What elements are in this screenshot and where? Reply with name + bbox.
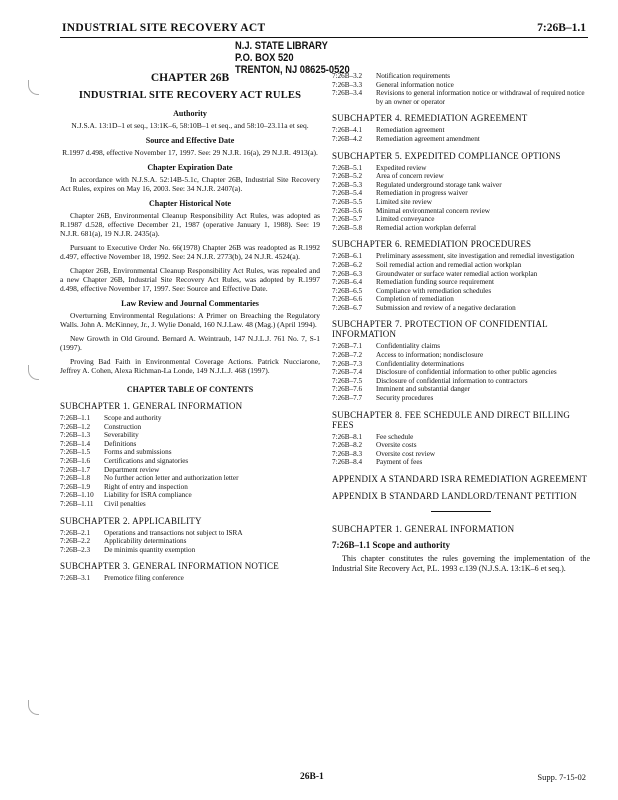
source-text: R.1997 d.498, effective November 17, 1997. See: 29 N.J.R. 16(a), 29 N.J.R. 4913(a).	[62, 148, 318, 157]
toc-item-number: 7:26B–6.3	[332, 269, 363, 278]
toc-item-title: No further action letter and authorization letter	[104, 474, 239, 483]
toc-left	[60, 401, 320, 583]
toc-item-number: 7:26B–4.2	[332, 134, 363, 143]
toc-item-title: Preliminary assessment, site investigation and remedial investigation	[376, 252, 575, 261]
toc-item-title: Confidentiality determinations	[376, 359, 465, 368]
authority-heading: Authority	[173, 109, 207, 118]
margin-mark	[28, 80, 39, 95]
toc-item-number: 7:26B–2.1	[60, 528, 91, 537]
toc-item-number: 7:26B–8.1	[332, 432, 363, 441]
toc-item	[332, 164, 590, 173]
toc-item	[332, 81, 590, 90]
toc-item-number: 7:26B–6.1	[332, 252, 363, 261]
toc-item	[332, 126, 590, 135]
toc-item	[332, 385, 590, 394]
toc-item-number: 7:26B–1.6	[60, 456, 91, 465]
toc-item	[60, 466, 320, 475]
page-number: 26B-1	[300, 772, 324, 782]
toc-item-number: 7:26B–7.5	[332, 376, 363, 385]
toc-item-title: Expedited review	[376, 163, 427, 172]
toc-item-number: 7:26B–5.4	[332, 189, 363, 198]
toc-item	[332, 351, 590, 360]
toc-item-number: 7:26B–7.2	[332, 351, 363, 360]
running-header-section: 7:26B–1.1	[537, 22, 586, 34]
toc-item-number: 7:26B–7.7	[332, 394, 363, 403]
law-review-paragraph: Proving Bad Faith in Environmental Coverage Actions. Patrick Nucciarone, Jeffrey A. Cohen, Alexa Richman-La Londe, 149 N.J.L.J. 468 (1997).	[60, 357, 320, 375]
toc-item-number: 7:26B–5.5	[332, 197, 363, 206]
toc-item-number: 7:26B–8.2	[332, 441, 363, 450]
toc-item	[60, 537, 320, 546]
toc-item-number: 7:26B–2.3	[60, 545, 91, 554]
toc-item-title: Remediation agreement	[376, 126, 445, 135]
toc-item-title: Payment of fees	[376, 458, 423, 467]
toc-item	[332, 270, 590, 279]
toc-item-number: 7:26B–6.7	[332, 303, 363, 312]
toc-item	[332, 287, 590, 296]
toc-item-title: Access to information; nondisclosure	[376, 351, 484, 360]
right-column	[332, 72, 590, 574]
toc-item-number: 7:26B–4.1	[332, 126, 363, 135]
toc-item-title: Imminent and substantial danger	[376, 385, 471, 394]
toc-item-title: Regulated underground storage tank waiver	[376, 180, 502, 189]
toc-item-number: 7:26B–1.8	[60, 474, 91, 483]
toc-subchapter-title: SUBCHAPTER 4. REMEDIATION AGREEMENT	[332, 113, 528, 124]
toc-item	[332, 72, 590, 81]
toc-item	[332, 433, 590, 442]
toc-item	[60, 457, 320, 466]
toc-item-number: 7:26B–7.4	[332, 368, 363, 377]
toc-item-number: 7:26B–1.2	[60, 422, 91, 431]
section-divider	[431, 511, 491, 512]
toc-item-title: Limited conveyance	[376, 215, 435, 224]
toc-item	[332, 207, 590, 216]
toc-item-number: 7:26B–1.7	[60, 465, 91, 474]
toc-item	[60, 414, 320, 423]
law-review-heading: Law Review and Journal Commentaries	[121, 299, 259, 308]
toc-item	[60, 440, 320, 449]
toc-item	[332, 89, 590, 106]
toc-item-number: 7:26B–5.6	[332, 206, 363, 215]
toc-list	[332, 433, 590, 467]
toc-item-number: 7:26B–3.1	[60, 574, 91, 583]
authority-text: N.J.S.A. 13:1D–1 et seq., 13:1K–6, 58:10B–1 et seq., and 58:10–23.11a et seq.	[71, 121, 309, 130]
toc-item-title: De minimis quantity exemption	[104, 545, 196, 554]
toc-item-number: 7:26B–1.11	[60, 499, 94, 508]
toc-item-title: Remediation in progress waiver	[376, 189, 468, 198]
toc-item	[332, 261, 590, 270]
toc-item-title: Department review	[104, 465, 160, 474]
toc-subchapter-title: SUBCHAPTER 2. APPLICABILITY	[60, 515, 202, 526]
toc-list	[332, 252, 590, 312]
toc-subchapter-title: SUBCHAPTER 6. REMEDIATION PROCEDURES	[332, 239, 532, 250]
toc-item-title: Oversite costs	[376, 441, 417, 450]
toc-item-title: Confidentiality claims	[376, 342, 441, 351]
toc-item-title: Disclosure of confidential information to contractors	[376, 376, 528, 385]
toc-item-number: 7:26B–3.3	[332, 80, 363, 89]
toc-item-number: 7:26B–5.3	[332, 180, 363, 189]
toc-item	[332, 304, 590, 313]
toc-item-title: Submission and review of a negative declaration	[376, 303, 516, 312]
toc-item-number: 7:26B–5.8	[332, 223, 363, 232]
toc-item-title: Security procedures	[376, 394, 434, 403]
toc-subchapter-title: SUBCHAPTER 5. EXPEDITED COMPLIANCE OPTIONS	[332, 150, 561, 161]
toc-list	[60, 414, 320, 509]
toc-item-number: 7:26B–8.3	[332, 449, 363, 458]
expiration-text: In accordance with N.J.S.A. 52:14B-5.1c, Chapter 26B, Industrial Site Recovery Act Rules, expires on May 16, 2003. See: 34 N.J.R. 2407(a).	[60, 175, 320, 193]
toc-item-number: 7:26B–1.3	[60, 431, 91, 440]
toc-item	[60, 500, 320, 509]
toc-list	[332, 126, 590, 143]
toc-item-number: 7:26B–7.3	[332, 359, 363, 368]
history-heading: Chapter Historical Note	[148, 199, 232, 208]
toc-item	[332, 181, 590, 190]
toc-item-title: Remediation funding source requirement	[376, 278, 494, 287]
toc-item-title: Right of entry and inspection	[104, 482, 188, 491]
toc-item-title: Oversite cost review	[376, 449, 436, 458]
toc-subchapter-title: SUBCHAPTER 3. GENERAL INFORMATION NOTICE	[60, 561, 279, 572]
history-paragraph: Pursuant to Executive Order No. 66(1978) Chapter 26B was readopted as R.1992 d.497, effective November 18, 1992. See: 24 N.J.R. 2773(b), 24 N.J.R. 4524(a).	[60, 243, 320, 261]
toc-item-number: 7:26B–7.6	[332, 385, 363, 394]
body-subchapter-title: SUBCHAPTER 1. GENERAL INFORMATION	[332, 524, 515, 534]
toc-item-number: 7:26B–2.2	[60, 537, 91, 546]
toc-item-title: Remedial action workplan deferral	[376, 223, 476, 232]
toc-item	[332, 360, 590, 369]
toc-subchapter-title: SUBCHAPTER 1. GENERAL INFORMATION	[60, 401, 243, 411]
toc-item	[60, 431, 320, 440]
toc-item-number: 7:26B–3.2	[332, 72, 363, 80]
toc-item-title: Operations and transactions not subject to ISRA	[104, 528, 243, 537]
toc-item-title: Forms and submissions	[104, 448, 172, 457]
toc-item-number: 7:26B–1.1	[60, 414, 91, 422]
toc-item	[332, 377, 590, 386]
law-review-paragraph: Overturning Environmental Regulations: A Primer on Breaching the Regulatory Walls. John A. McKinney, Jr., J. Wylie Donald, 160 N.J.Law. 48 (Mag.) (April 1994).	[60, 311, 320, 329]
margin-mark	[28, 700, 39, 715]
toc-item-number: 7:26B–8.4	[332, 458, 363, 467]
toc-item-title: Disclosure of confidential information to other public agencies	[376, 368, 557, 377]
toc-item	[332, 278, 590, 287]
toc-item	[60, 423, 320, 432]
body-paragraph: This chapter constitutes the rules governing the implementation of the Industrial Site Recovery Act, P.L. 1993 c.139 (N.J.S.A. 13:1K–6 et seq.).	[332, 554, 590, 573]
toc-item	[332, 342, 590, 351]
toc-item	[60, 574, 320, 583]
toc-subchapter-title: APPENDIX A STANDARD ISRA REMEDIATION AGREEMENT	[332, 474, 588, 484]
toc-item-title: Revisions to general information notice or withdrawal of required notice by an owner or operator	[376, 89, 585, 106]
toc-item-number: 7:26B–5.1	[332, 163, 363, 172]
toc-item-title: Compliance with remediation schedules	[376, 286, 492, 295]
toc-item-title: Definitions	[104, 439, 137, 448]
toc-item	[60, 483, 320, 492]
toc-right	[332, 113, 590, 501]
toc-item-title: Minimal environmental concern review	[376, 206, 490, 215]
toc-item	[332, 368, 590, 377]
source-heading: Source and Effective Date	[145, 136, 235, 145]
toc-item-number: 7:26B–5.2	[332, 172, 363, 181]
toc-item	[332, 172, 590, 181]
toc-item	[332, 295, 590, 304]
toc-item-number: 7:26B–1.10	[60, 491, 94, 500]
chapter-number: CHAPTER 26B	[150, 72, 230, 84]
toc-item-number: 7:26B–5.7	[332, 215, 363, 224]
toc-continued	[332, 72, 590, 106]
toc-item	[332, 198, 590, 207]
supplement-date: Supp. 7-15-02	[537, 772, 586, 782]
header-rule	[60, 37, 588, 38]
toc-list	[332, 342, 590, 402]
toc-item	[332, 224, 590, 233]
toc-item-number: 7:26B–1.5	[60, 448, 91, 457]
toc-item-title: Premotice filing conference	[104, 574, 184, 583]
history-paragraph: Chapter 26B, Environmental Cleanup Responsibility Act Rules, was repealed and a new Chapter 26B, Industrial Site Recovery Act Rules, was adopted by R.1997 d.498, effective November 17, 1997. See: Source and Effective Date.	[60, 266, 320, 293]
toc-item-title: Groundwater or surface water remedial action workplan	[376, 269, 538, 278]
toc-item-title: Area of concern review	[376, 172, 444, 181]
toc-list	[60, 529, 320, 555]
toc-item-number: 7:26B–6.4	[332, 278, 363, 287]
toc-item-title: Liability for ISRA compliance	[104, 491, 192, 500]
library-stamp: N.J. STATE LIBRARY P.O. BOX 520 TRENTON, NJ 08625-0520	[235, 40, 350, 76]
toc-item-title: Soil remedial action and remedial action workplan	[376, 260, 522, 269]
toc-item-title: Limited site review	[376, 197, 432, 206]
toc-item	[60, 529, 320, 538]
toc-item	[332, 458, 590, 467]
toc-item-title: Certifications and signatories	[104, 456, 189, 465]
toc-item	[332, 394, 590, 403]
toc-item-number: 7:26B–1.9	[60, 482, 91, 491]
toc-item-title: Applicability determinations	[104, 537, 187, 546]
toc-subchapter-title: SUBCHAPTER 7. PROTECTION OF CONFIDENTIAL INFORMATION	[332, 319, 548, 340]
toc-item	[60, 474, 320, 483]
toc-item-title: Scope and authority	[104, 414, 162, 422]
toc-heading: CHAPTER TABLE OF CONTENTS	[126, 385, 254, 394]
toc-item-title: Civil penalties	[104, 499, 146, 508]
toc-subchapter-title: APPENDIX B STANDARD LANDLORD/TENANT PETITION	[332, 491, 577, 501]
toc-item	[332, 441, 590, 450]
toc-item-number: 7:26B–1.4	[60, 439, 91, 448]
toc-item-title: Remediation agreement amendment	[376, 134, 480, 143]
margin-mark	[28, 365, 39, 380]
toc-item	[332, 135, 590, 144]
toc-item-number: 7:26B–6.5	[332, 286, 363, 295]
history-paragraph: Chapter 26B, Environmental Cleanup Responsibility Act Rules, was adopted as R.1987 d.528, effective December 21, 1987 (operative January 1, 1988). See: 19 N.J.R. 681(a), 19 N.J.R. 2435(a).	[60, 211, 320, 238]
toc-item	[332, 215, 590, 224]
left-column	[60, 72, 320, 583]
toc-item	[60, 448, 320, 457]
toc-item	[60, 546, 320, 555]
toc-item	[332, 189, 590, 198]
expiration-heading: Chapter Expiration Date	[147, 163, 233, 172]
toc-item-title: Severability	[104, 431, 139, 440]
toc-item-title: Construction	[104, 422, 142, 431]
law-review-paragraph: New Growth in Old Ground. Bernard A. Weintraub, 147 N.J.L.J. 761 No. 7, S-1 (1997).	[60, 334, 320, 352]
running-header-title: INDUSTRIAL SITE RECOVERY ACT	[62, 22, 266, 34]
toc-item-title: Fee schedule	[376, 432, 414, 441]
toc-item-title: Notification requirements	[376, 72, 451, 80]
toc-item-number: 7:26B–7.1	[332, 342, 363, 351]
toc-item	[332, 252, 590, 261]
body-section-title: 7:26B–1.1 Scope and authority	[332, 540, 451, 550]
toc-item-number: 7:26B–6.2	[332, 260, 363, 269]
toc-subchapter-title: SUBCHAPTER 8. FEE SCHEDULE AND DIRECT BILLING FEES	[332, 409, 571, 430]
toc-item-title: General information notice	[376, 80, 454, 89]
toc-list	[60, 574, 320, 583]
toc-list	[332, 164, 590, 233]
toc-item-number: 7:26B–6.6	[332, 295, 363, 304]
toc-item	[332, 450, 590, 459]
toc-item-title: Completion of remediation	[376, 295, 454, 304]
toc-item	[60, 491, 320, 500]
toc-item-number: 7:26B–3.4	[332, 89, 363, 98]
chapter-title: INDUSTRIAL SITE RECOVERY ACT RULES	[78, 90, 302, 101]
